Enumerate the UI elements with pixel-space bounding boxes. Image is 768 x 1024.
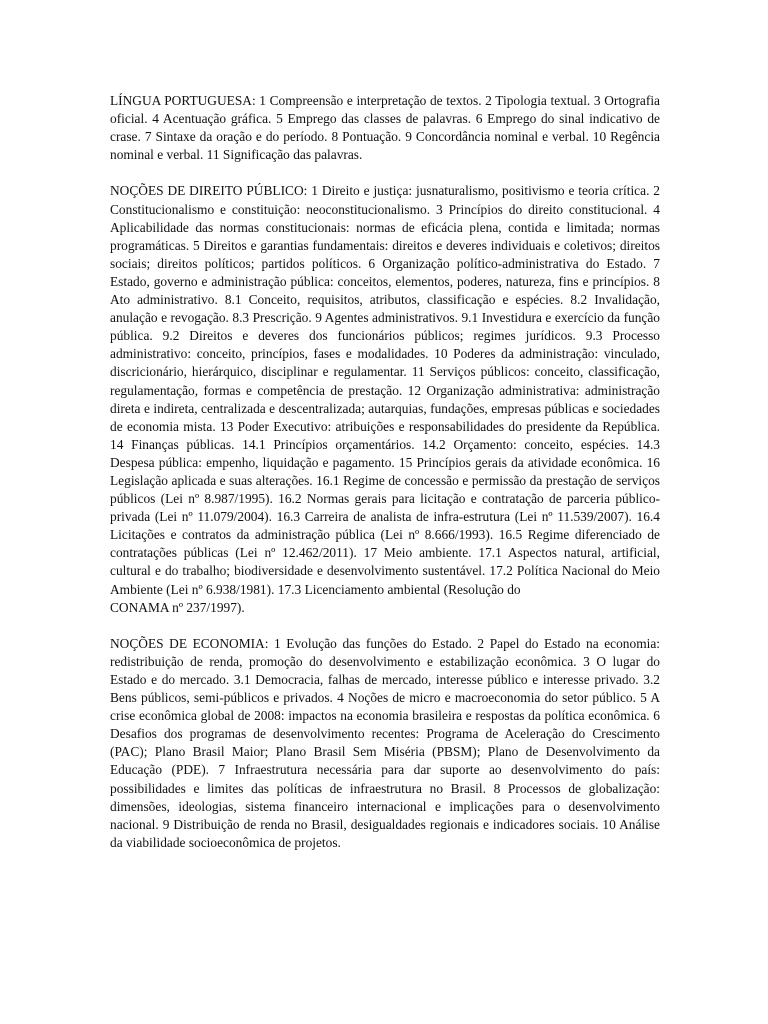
section-direito-publico (110, 182, 660, 616)
section-direito-publico-body: NOÇÕES DE DIREITO PÚBLICO: 1 Direito e justiça: jusnaturalismo, positivismo e teoria crítica. 2 Constitucionalismo e constituição: neoconstitucionalismo. 3 Princípios do direito constitucional. 4 Aplicabilidade das normas constitucionais: normas de eficácia plena, contida e limitada; normas programáticas. 5 Direitos e garantias fundamentais: direitos e deveres individuais e coletivos; direitos sociais; direitos políticos; partidos políticos. 6 Organização político-administrativa do Estado. 7 Estado, governo e administração pública: conceitos, elementos, poderes, natureza, fins e princípios. 8 Ato administrativo. 8.1 Conceito, requisitos, atributos, classificação e espécies. 8.2 Invalidação, anulação e revogação. 8.3 Prescrição. 9 Agentes administrativos. 9.1 Investidura e exercício da função pública. 9.2 Direitos e deveres dos funcionários públicos; regimes jurídicos. 9.3 Processo administrativo: conceito, princípios, fases e modalidades. 10 Poderes da administração: vinculado, discricionário, hierárquico, disciplinar e regulamentar. 11 Serviços públicos: conceito, classificação, regulamentação, formas e competência de prestação. 12 Organização administrativa: administração direta e indireta, centralizada e descentralizada; autarquias, fundações, empresas públicas e sociedades de economia mista. 13 Poder Executivo: atribuições e responsabilidades do presidente da República. 14 Finanças públicas. 14.1 Princípios orçamentários. 14.2 Orçamento: conceito, espécies. 14.3 Despesa pública: empenho, liquidação e pagamento. 15 Princípios gerais da atividade econômica. 16 Legislação aplicada e suas alterações. 16.1 Regime de concessão e permissão da prestação de serviços públicos (Lei nº 8.987/1995). 16.2 Normas gerais para licitação e contratação de parceria público-privada (Lei nº 11.079/2004). 16.3 Carreira de analista de infra-estrutura (Lei nº 11.539/2007). 16.4 Licitações e contratos da administração pública (Lei nº 8.666/1993). 16.5 Regime diferenciado de contratações públicas (Lei nº 12.462/2011). 17 Meio ambiente. 17.1 Aspectos natural, artificial, cultural e do trabalho; biodiversidade e desenvolvimento sustentável. 17.2 Política Nacional do Meio Ambiente (Lei nº 6.938/1981). 17.3 Licenciamento ambiental (Resolução do (110, 183, 660, 597)
document-page (110, 92, 660, 852)
section-economia: NOÇÕES DE ECONOMIA: 1 Evolução das funções do Estado. 2 Papel do Estado na economia: redistribuição de renda, promoção do desenvolvimento e estabilização econômica. 3 O lugar do Estado e do mercado. 3.1 Democracia, falhas de mercado, interesse público e interesse privado. 3.2 Bens públicos, semi-públicos e privados. 4 Noções de micro e macroeconomia do setor público. 5 A crise econômica global de 2008: impactos na economia brasileira e respostas da política econômica. 6 Desafios dos programas de desenvolvimento recentes: Programa de Aceleração do Crescimento (PAC); Plano Brasil Maior; Plano Brasil Sem Miséria (PBSM); Plano de Desenvolvimento da Educação (PDE). 7 Infraestrutura necessária para dar suporte ao desenvolvimento do país: possibilidades e limites das políticas de infraestrutura no Brasil. 8 Processos de globalização: dimensões, ideologias, sistema financeiro internacional e implicações para o desenvolvimento nacional. 9 Distribuição de renda no Brasil, desigualdades regionais e indicadores sociais. 10 Análise da viabilidade socioeconômica de projetos. (110, 635, 660, 850)
section-direito-publico-tail: CONAMA nº 237/1997). (110, 599, 245, 615)
section-lingua-portuguesa: LÍNGUA PORTUGUESA: 1 Compreensão e interpretação de textos. 2 Tipologia textual. 3 Ortografia oficial. 4 Acentuação gráfica. 5 Emprego das classes de palavras. 6 Emprego do sinal indicativo de crase. 7 Sintaxe da oração e do período. 8 Pontuação. 9 Concordância nominal e verbal. 10 Regência nominal e verbal. 11 Significação das palavras. (110, 93, 660, 163)
